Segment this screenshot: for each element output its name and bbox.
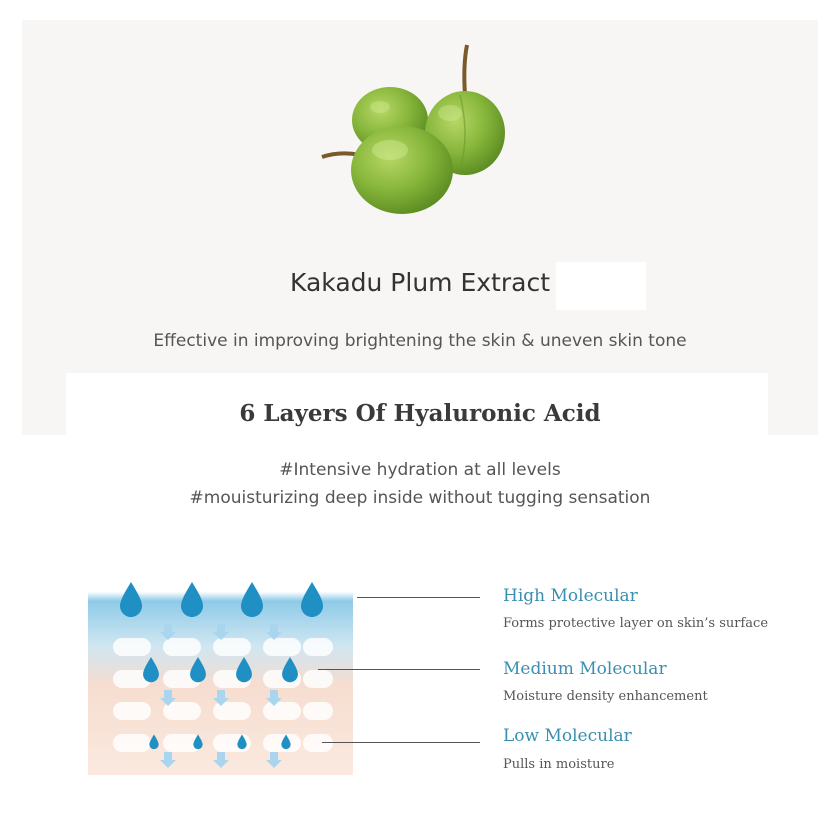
low-molecular-title: Low Molecular bbox=[503, 726, 632, 746]
hyaluronic-title: 6 Layers Of Hyaluronic Acid bbox=[239, 400, 601, 427]
medium-molecular-title: Medium Molecular bbox=[503, 659, 667, 679]
plum-front bbox=[351, 126, 453, 214]
ingredient-title: Kakadu Plum Extract bbox=[290, 268, 550, 297]
low-molecular-description: Pulls in moisture bbox=[503, 757, 615, 772]
medium-molecular-connector bbox=[318, 669, 480, 670]
high-molecular-connector bbox=[357, 597, 480, 598]
benefit-hydration: #Intensive hydration at all levels bbox=[279, 460, 561, 480]
skin-layer-diagram bbox=[88, 540, 353, 775]
ingredient-description: Effective in improving brightening the skin & uneven skin tone bbox=[153, 331, 687, 351]
low-molecular-connector bbox=[322, 742, 480, 743]
benefit-moisturizing: #mouisturizing deep inside without tugging sensation bbox=[189, 488, 651, 508]
stem-right bbox=[464, 45, 467, 95]
high-molecular-description: Forms protective layer on skin’s surface bbox=[503, 616, 769, 631]
medium-molecular-description: Moisture density enhancement bbox=[503, 689, 708, 704]
kakadu-plum-image bbox=[310, 35, 520, 225]
high-molecular-title: High Molecular bbox=[503, 586, 638, 606]
